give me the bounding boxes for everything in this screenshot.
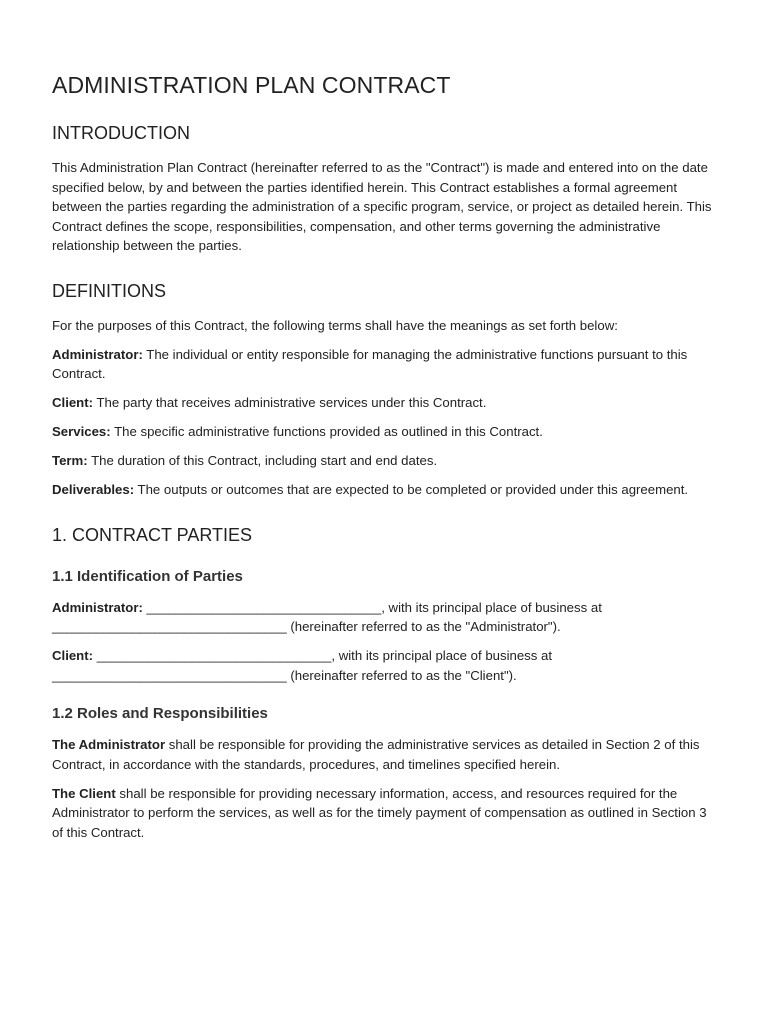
definition-term: Term: bbox=[52, 453, 88, 468]
definitions-heading: DEFINITIONS bbox=[52, 280, 167, 301]
definition-item bbox=[52, 393, 718, 413]
definition-item bbox=[52, 451, 718, 471]
party-term: Client: bbox=[52, 648, 94, 663]
party-item bbox=[52, 646, 718, 685]
definition-item bbox=[52, 345, 718, 384]
role-item bbox=[52, 735, 718, 774]
definition-term: Administrator: bbox=[52, 346, 143, 362]
role-term: The Administrator bbox=[52, 737, 166, 752]
definition-item bbox=[52, 480, 718, 500]
contract-parties-heading: 1. CONTRACT PARTIES bbox=[52, 524, 253, 545]
introduction-text: This Administration Plan Contract (hereinafter referred to as the "Contract") is made and entered into on the date specified below, by and between the parties identified herein. This Contract establishes a formal agreement between the parties regarding the administration of a specific program, service, or project as detailed herein. This Contract defines the scope, responsibilities, compensation, and other terms governing the administrative relationship between the parties. bbox=[52, 160, 712, 253]
role-text: shall be responsible for providing the administrative services as detailed in Section 2 of this Contract, in accordance with the standards, procedures, and timelines specified herein. bbox=[52, 737, 700, 772]
party-term: Administrator: bbox=[52, 599, 143, 615]
party-text: ________________________________, with its principal place of business at ________________________________ (hereinafter referred to as the "Administrator"). bbox=[52, 599, 602, 634]
role-term: The Client bbox=[52, 785, 116, 801]
definition-term: Client: bbox=[52, 395, 94, 410]
introduction-heading: INTRODUCTION bbox=[52, 123, 190, 143]
definition-text: The outputs or outcomes that are expected to be completed or provided under this agreement. bbox=[134, 482, 689, 497]
party-item bbox=[52, 598, 718, 637]
definition-text: The party that receives administrative services under this Contract. bbox=[93, 395, 487, 410]
definition-item bbox=[52, 422, 718, 442]
role-text: shall be responsible for providing necessary information, access, and resources required for the Administrator to perform the services, as well as for the timely payment of compensation as outlined in Section 3 of this Contract. bbox=[52, 785, 707, 840]
identification-heading: 1.1 Identification of Parties bbox=[52, 567, 243, 585]
definition-term: Services: bbox=[52, 424, 111, 439]
definition-term: Deliverables: bbox=[52, 482, 135, 497]
role-item bbox=[52, 784, 718, 843]
definition-text: The specific administrative functions provided as outlined in this Contract. bbox=[110, 424, 543, 439]
party-text: ________________________________, with its principal place of business at ________________________________ (hereinafter referred to as the "Client"). bbox=[52, 648, 553, 683]
definition-text: The individual or entity responsible for managing the administrative functions pursuant to this Contract. bbox=[52, 346, 688, 381]
definition-text: The duration of this Contract, including start and end dates. bbox=[87, 453, 438, 468]
definitions-intro: For the purposes of this Contract, the following terms shall have the meanings as set forth below: bbox=[52, 317, 618, 333]
roles-heading: 1.2 Roles and Responsibilities bbox=[52, 705, 268, 722]
document-title: ADMINISTRATION PLAN CONTRACT bbox=[52, 72, 451, 98]
